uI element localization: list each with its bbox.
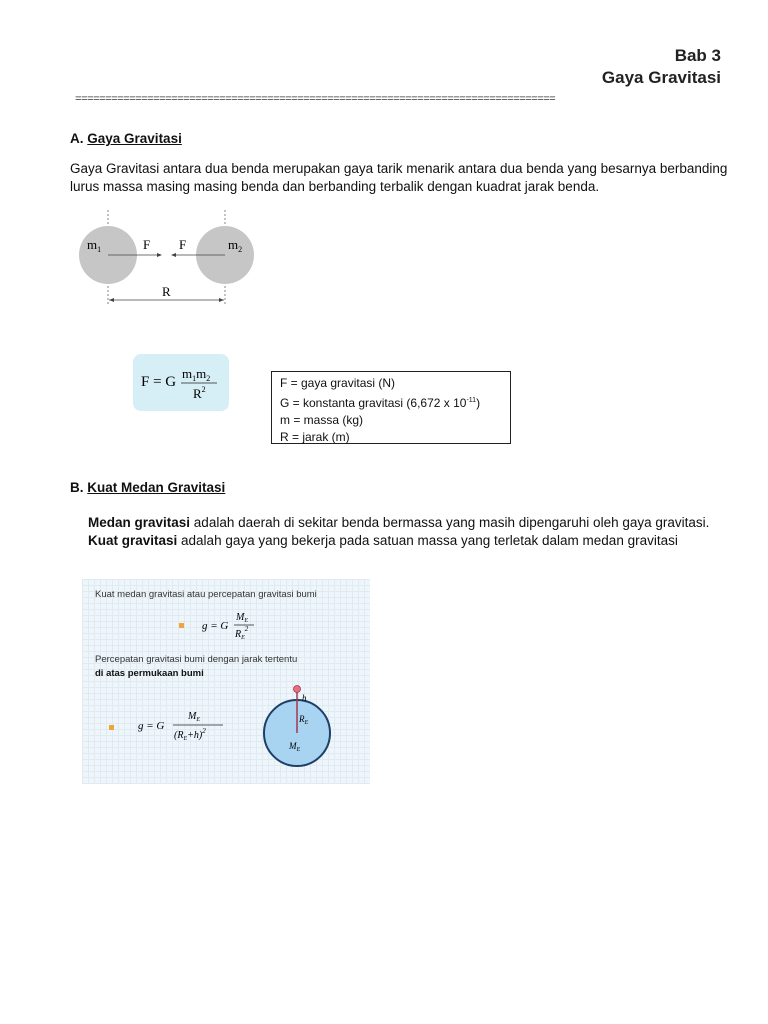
formula-denominator: $R^2$ [193, 385, 206, 401]
earth-height-pin-icon [294, 686, 301, 693]
panel-formula-2-num: $M_E$ [188, 711, 201, 723]
gravity-formula [133, 354, 229, 411]
gravity-field-panel [82, 579, 370, 784]
section-b-letter: B. [70, 480, 84, 495]
section-a-letter: A. [70, 131, 84, 146]
panel-formula-1-den: $R_E^2$ [235, 625, 249, 641]
legend-r: R = jarak (m) [280, 430, 350, 444]
section-a-paragraph: Gaya Gravitasi antara dua benda merupakan gaya tarik menarik antara dua benda yang besarnya berbanding lurus massa masing masing benda dan berbanding terbalik dengan kuadrat jarak benda. [70, 161, 728, 194]
panel-formula-2-lhs: g = G [138, 720, 165, 732]
section-a-heading [70, 131, 182, 146]
earth-m-label: $M_E$ [289, 741, 301, 753]
force-label-2: F [179, 237, 187, 252]
legend-g: G = konstanta gravitasi (6,672 x $10^{-11}$) [280, 396, 481, 410]
formula-numerator: $m_1m_2$ [182, 366, 211, 383]
panel-formula-2 [136, 707, 236, 745]
force-label-1: F [143, 237, 151, 252]
panel-caption-3: di atas permukaan bumi [95, 668, 204, 679]
panel-formula-1 [200, 607, 280, 643]
panel-formula-2-den: $(R_E+h)^2$ [174, 727, 206, 742]
distance-arrowhead-right [219, 298, 224, 302]
section-b-title: Kuat Medan Gravitasi [87, 480, 226, 495]
section-b-paragraph [88, 514, 728, 550]
bullet-1-icon [179, 623, 184, 628]
earth-h-label: h [302, 693, 307, 703]
mass2-label: $m_2$ [228, 237, 243, 254]
section-a-title: Gaya Gravitasi [87, 131, 182, 146]
distance-label: R [162, 284, 171, 299]
definition-medan: Medan gravitasi adalah daerah di sekitar benda bermassa yang masih dipengaruhi oleh gaya gravitasi. [88, 515, 710, 530]
distance-arrowhead-left [109, 298, 114, 302]
legend-f: F = gaya gravitasi (N) [280, 376, 396, 390]
gravity-formula-box [133, 354, 229, 411]
chapter-number: Bab 3 [674, 46, 721, 65]
definition-kuat: Kuat gravitasi adalah gaya yang bekerja pada satuan massa yang terletak dalam medan gravitasi [88, 533, 678, 548]
panel-caption-1: Kuat medan gravitasi atau percepatan gravitasi bumi [95, 589, 317, 600]
divider-rule: ================================================================================ [75, 94, 556, 106]
mass1-label: $m_1$ [87, 237, 102, 254]
earth-r-label: $R_E$ [299, 714, 309, 726]
section-b-heading [70, 480, 225, 495]
panel-caption-2: Percepatan gravitasi bumi dengan jarak tertentu [95, 654, 298, 665]
panel-formula-1-lhs: g = G [202, 620, 229, 632]
chapter-title: Gaya Gravitasi [601, 68, 721, 87]
formula-lhs: F = G [141, 374, 177, 390]
force-arrowhead-1 [157, 253, 162, 257]
formula-legend [271, 371, 511, 444]
panel-formula-1-num: $M_E$ [236, 612, 249, 624]
legend-m: m = massa (kg) [280, 413, 364, 427]
two-mass-diagram [75, 205, 265, 315]
bullet-2-icon [109, 725, 114, 730]
force-arrowhead-2 [171, 253, 176, 257]
earth-diagram [260, 683, 340, 773]
